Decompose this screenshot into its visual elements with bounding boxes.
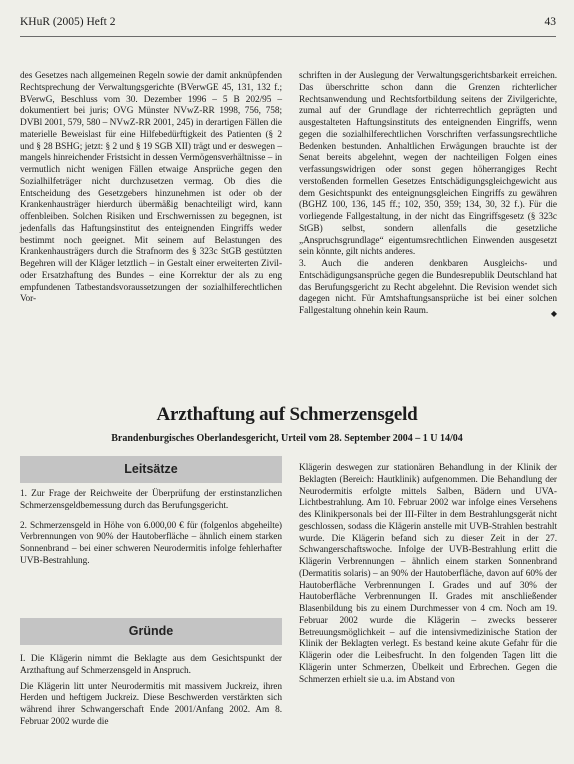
- body-paragraph-text: 3. Auch die anderen denkbaren Ausgleichs- und Entschädigungsansprüche gegen die Bundesrepublik Deutschland hat das Berufungsgericht zu Recht abgelehnt. Die Revision wendet sich dagegen nicht. Für Amtshaftungsansprüche ist bei einer solchen Fallgestaltung ohnehin kein Raum.: [299, 259, 557, 316]
- body-paragraph: schriften in der Auslegung der Verwaltungsgerichtsbarkeit erreichen. Das überschritte schon dann die Grenzen richterlicher Rechtsanwendung und Rechtsfortbildung seitens der Zivilgerichte, zumal auf der Grundlage der richterrechtlich geprägten und ausgestalteten Haftungsinstituts des enteignenden Eingriffs, wenn gegen die sozialhilferechtlichen Vorschriften verfassungsrechtliche Bedenken bestunden. Anhaltlichen Erwägungen brauchte ist der Senat bereits abgelehnt, wegen der nachteiligen Folgen eines verfassungswidrigen oder sonst gegen höherrangiges Recht verstoßenden formellen Gesetzes Entschädigungsgleichgewicht aus dem Gesichtspunkt des enteignungsgleichen Eingriffs zu gewähren (BGHZ 100, 136, 145 ff.; 102, 350, 359; 134, 30, 32 f.). Für die vorliegende Fallgestaltung, in der nicht das Eingriffsgesetz (§ 323c StGB) selbst, sondern allenfalls die gesetzliche „Anspruchsgrundlage“ eigentumsrechtlichen Einwenden ausgesetzt sein könnte, gilt nichts anderes.: [299, 71, 557, 258]
- body-paragraph: Klägerin deswegen zur stationären Behandlung in der Klinik der Beklagten (Bereich: Hautklinik) aufgenommen. Die Behandlung der Neurodermitis erfolgte mittels Salben, Bädern und UVA-Lichtbestrahlung. Am 10. Februar 2002 war infolge eines Versehens des Klinikpersonals bei der III-Filter in dem Bestrahlungsgerät nicht geschlossen, sodass die Klägerin anstelle mit UVB-Strahlen bestrahlt wurde. Die Klägerin befand sich zu dieser Zeit in der 27. Schwangerschaftswoche. Infolge der UVB-Bestrahlung erlitt die Klägerin Verbrennungen – ähnlich einem starken Sonnenbrand (Dermatitis solaris) – an 90% der Hautoberfläche, davon auf 60% der Hautoberfläche Verbrennungen I. Grades und auf 30% der Hautoberfläche Verbrennungen II. Grades mit anschließender Blasenbildung bis zu einem Durchmesser von 4 cm. Noch am 19. Februar 2002 wurde die Klägerin – zwecks besserer Betreuungsmöglichkeit – auf die intensivmedizinische Station der Klinik der Beklagten verlegt. Es bestand keine akute Gefahr für die Klägerin oder die Leibesfrucht. In den folgenden Tagen litt die Klägerin unter Schmerzen, Übelkeit und Erbrechen. Gegen die Schmerzen erhielt sie u.a. im Abstand von: [299, 463, 557, 685]
- gruende-right-column: [299, 463, 557, 686]
- leitsatz-item: 2. Schmerzensgeld in Höhe von 6.000,00 € für (folgenlos abgeheilte) Verbrennungen von 90% der Hautoberfläche – ähnlich einem starken Sonnenbrand – bei einer schweren Neurodermitis infolge fehlerhafter UVB-Bestrahlung.: [20, 520, 282, 566]
- body-paragraph: I. Die Klägerin nimmt die Beklagte aus dem Gesichtspunkt der Arzthaftung auf Schmerzensgeld in Anspruch.: [20, 654, 282, 676]
- journal-name: KHuR (2005) Heft 2: [20, 16, 116, 28]
- leitsaetze-column: [20, 489, 282, 568]
- article-title: Arzthaftung auf Schmerzensgeld: [156, 404, 418, 425]
- leitsaetze-heading: Leitsätze: [20, 456, 282, 483]
- body-paragraph: [299, 259, 557, 318]
- gruende-heading: Gründe: [20, 618, 282, 645]
- header-rule: [20, 36, 556, 37]
- gruende-column: [20, 654, 282, 729]
- page-number: 43: [544, 16, 556, 28]
- top-left-column: [20, 71, 282, 306]
- running-header: [20, 16, 556, 34]
- body-paragraph: des Gesetzes nach allgemeinen Regeln sowie der damit anknüpfenden Rechtsprechung der Verwaltungsgerichte (BVerwGE 45, 131, 132 f.; BVerwG, Beschluss vom 30. Dezember 1996 – 5 B 202/95 – dokumentiert bei juris; OVG Münster NVwZ-RR 1998, 756, 758; DVBl 2001, 579, 580 – NVwZ-RR 2001, 245) in derartigen Fällen die materielle Beweislast für eine Hilfebedürftigkeit des Patienten (§ 2 und § 28 BSHG; jetzt: § 2 und § 19 SGB XII) trägt und er deswegen – mangels hinreichender Fristsicht in dessen Vermögensverhältnisse – in vermutlich nicht wenigen Fällen etwaige Ansprüche gegen den Sozialhilfeträger nicht durchzusetzen vermag. Ob dies die Entscheidung des Gesetzgebers hinzunehmen ist oder ob der Krankenhausträger hierdurch übermäßig benachteiligt wird, kann offenbleiben. Solchen Risiken und Erschwernissen zu begegnen, ist jedenfalls das Haftungsinstitut des enteignenden Eingriffs weder bestimmt noch geeignet. Mit seinem auf Belastungen des Krankenhausträgers durch die Strafnorm des § 323c StGB gestützten Begehren will der Kläger letztlich – in Gestalt einer erweiterten Zivil- oder Ersatzhaftung des Bundes – eine Korrektur der als zu eng empfundenen Tatbestandsvoraussetzungen der sozialhilferechtlichen Vor-: [20, 71, 282, 305]
- leitsatz-item: 1. Zur Frage der Reichweite der Überprüfung der erstinstanzlichen Schmerzensgeldbemessung durch das Berufungsgericht.: [20, 489, 282, 511]
- top-right-column: [299, 71, 557, 320]
- article-subtitle: Brandenburgisches Oberlandesgericht, Urteil vom 28. September 2004 – 1 U 14/04: [111, 433, 463, 444]
- body-paragraph: Die Klägerin litt unter Neurodermitis mit massivem Juckreiz, ihren Herden und heftigem Juckreiz. Diese Beschwerden verstärkten sich während ihrer Schwangerschaft Ende 2001/Anfang 2002. Am 8. Februar 2002 wurde die: [20, 681, 282, 727]
- end-of-article-mark: ◆: [550, 309, 557, 318]
